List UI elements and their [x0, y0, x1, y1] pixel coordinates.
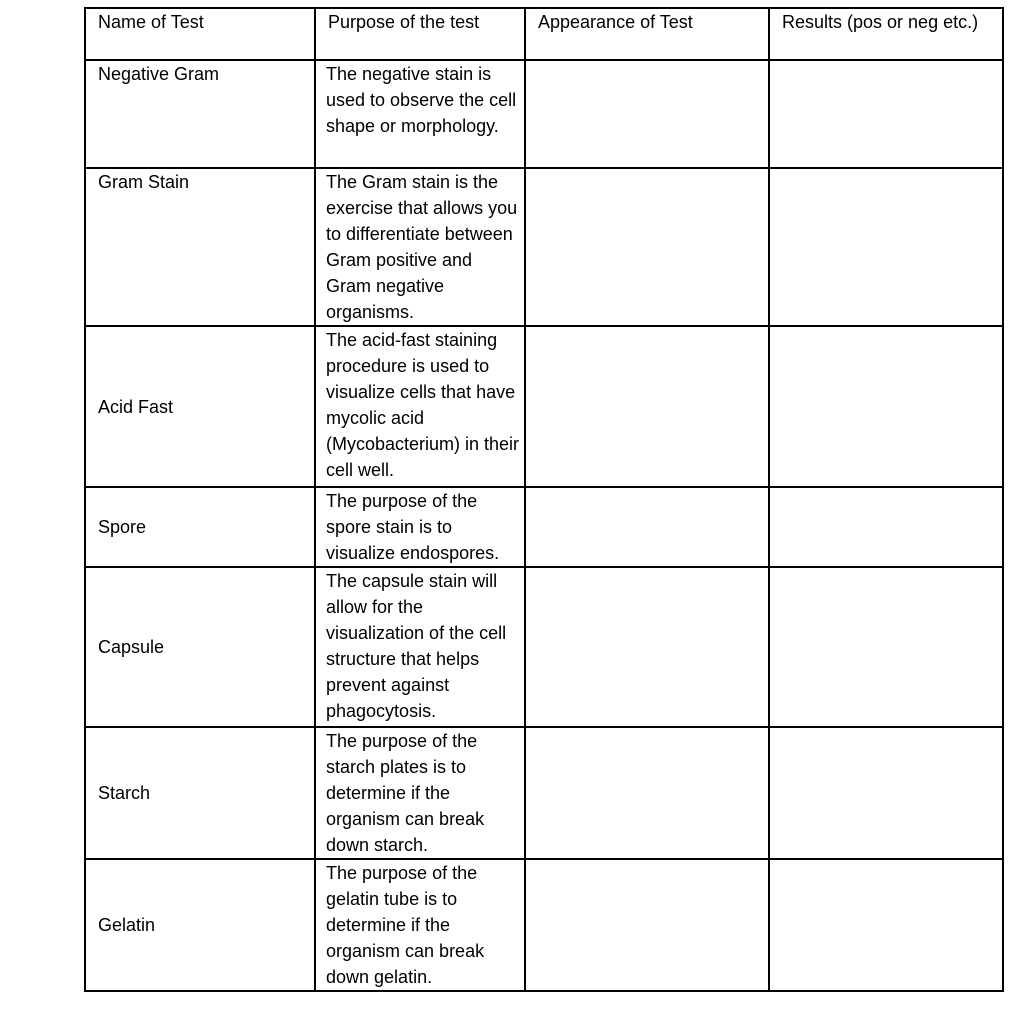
- test-purpose-cell: The purpose of the gelatin tube is to determine if the organism can break down gelatin.: [315, 859, 525, 991]
- appearance-cell[interactable]: [525, 859, 769, 991]
- table-row: [85, 326, 1003, 487]
- test-name-cell: Gelatin: [85, 859, 315, 991]
- results-cell[interactable]: [769, 567, 1003, 727]
- test-purpose-cell: The capsule stain will allow for the visualization of the cell structure that helps prevent against phagocytosis.: [315, 567, 525, 727]
- test-purpose-cell: The acid-fast staining procedure is used to visualize cells that have mycolic acid (Mycobacterium) in their cell well.: [315, 326, 525, 487]
- appearance-cell[interactable]: [525, 727, 769, 859]
- appearance-cell[interactable]: [525, 567, 769, 727]
- test-name-cell: Acid Fast: [85, 326, 315, 487]
- table-row: [85, 859, 1003, 991]
- results-cell[interactable]: [769, 487, 1003, 567]
- results-cell[interactable]: [769, 168, 1003, 326]
- header-appearance: Appearance of Test: [525, 8, 769, 60]
- test-name-cell: Capsule: [85, 567, 315, 727]
- test-purpose-cell: The purpose of the starch plates is to determine if the organism can break down starch.: [315, 727, 525, 859]
- test-name-cell: Spore: [85, 487, 315, 567]
- header-purpose: Purpose of the test: [315, 8, 525, 60]
- test-purpose-cell: The negative stain is used to observe the cell shape or morphology.: [315, 60, 525, 168]
- appearance-cell[interactable]: [525, 326, 769, 487]
- results-cell[interactable]: [769, 326, 1003, 487]
- appearance-cell[interactable]: [525, 168, 769, 326]
- results-cell[interactable]: [769, 859, 1003, 991]
- appearance-cell[interactable]: [525, 60, 769, 168]
- table-row: [85, 567, 1003, 727]
- test-name-cell: Negative Gram: [85, 60, 315, 168]
- test-name-cell: Gram Stain: [85, 168, 315, 326]
- test-name-cell: Starch: [85, 727, 315, 859]
- lab-test-table: [84, 7, 1004, 992]
- header-row: [85, 8, 1003, 60]
- results-cell[interactable]: [769, 60, 1003, 168]
- appearance-cell[interactable]: [525, 487, 769, 567]
- test-purpose-cell: The Gram stain is the exercise that allows you to differentiate between Gram positive and Gram negative organisms.: [315, 168, 525, 326]
- table-row: [85, 727, 1003, 859]
- table-row: [85, 60, 1003, 168]
- table-row: [85, 487, 1003, 567]
- results-cell[interactable]: [769, 727, 1003, 859]
- test-purpose-cell: The purpose of the spore stain is to visualize endospores.: [315, 487, 525, 567]
- header-results: Results (pos or neg etc.): [769, 8, 1003, 60]
- table-row: [85, 168, 1003, 326]
- header-name-of-test: Name of Test: [85, 8, 315, 60]
